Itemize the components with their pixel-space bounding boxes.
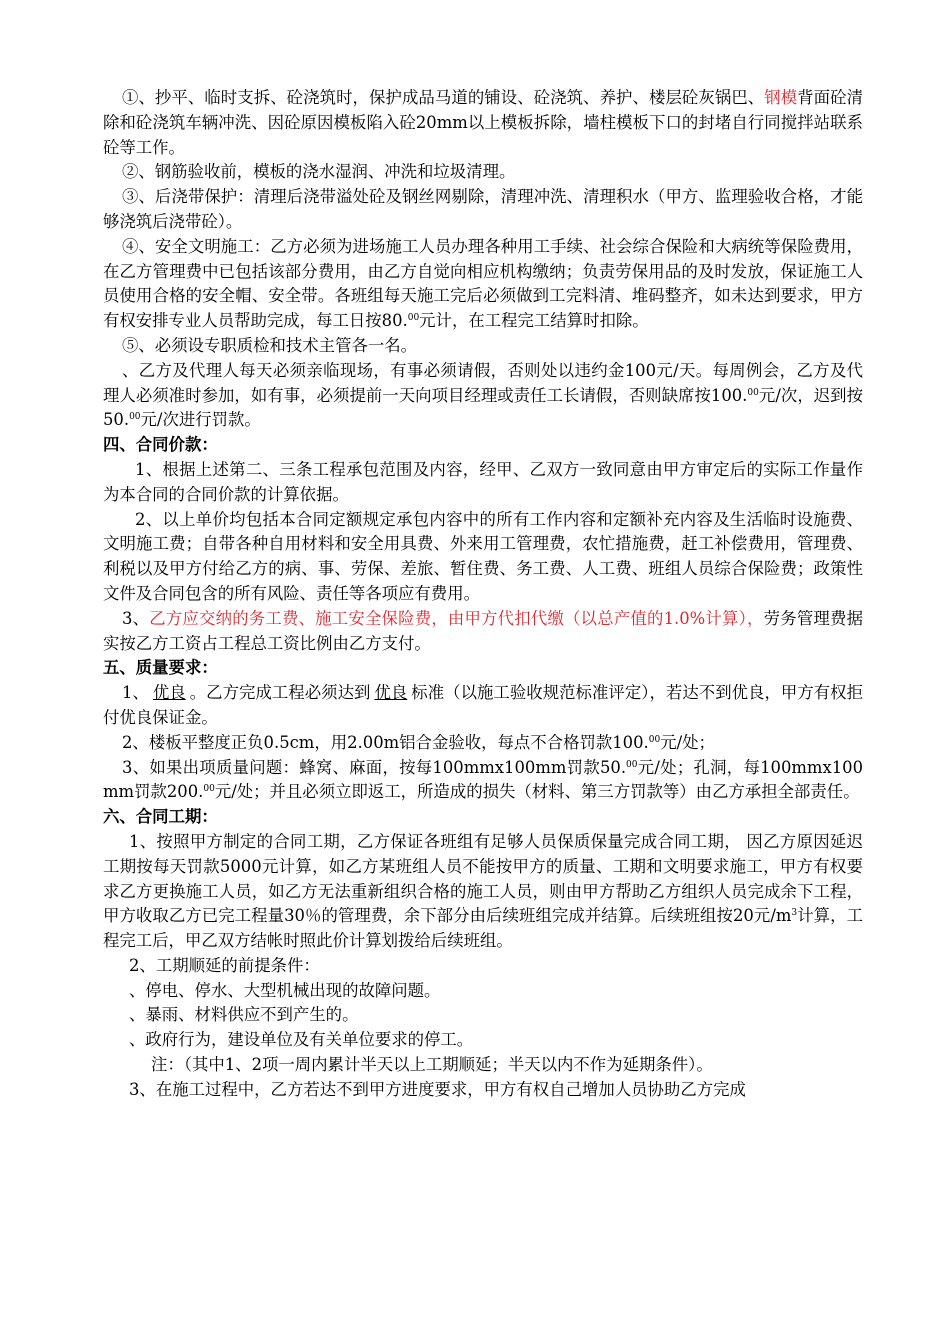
paragraph-quality-2: 2、楼板平整度正负0.5cm，用2.00m铝合金验收，每点不合格罚款100.00元/处； — [122, 732, 715, 752]
highlight-text: 乙方应交纳的务工费、施工安全保险费，由甲方代扣代缴（以总产值的1.0%计算）， — [149, 608, 764, 628]
paragraph-price-2: 2、以上单价均包括本合同定额规定承包内容中的所有工作内容和定额补充内容及生活临时设施费、文明施工费；自带各种自用材料和安全用具费、外来用工管理费，农忙措施费，赶工补偿费用，管理费、利税以及甲方付给乙方的病、事、劳保、差旅、暂住费、务工费、人工费、班组人员综合保险费；政策性文件及合同包含的所有风险、责任等各项应有费用。 — [103, 509, 863, 603]
paragraph-schedule-1: 1、按照甲方制定的合同工期，乙方保证各班组有足够人员保质保量完成合同工期， 因乙方原因延迟工期按每天罚款5000元计算，如乙方某班组人员不能按甲方的质量、工期和文明要求施工，甲方有权要求乙方更换施工人员，如乙方无法重新组织合格的施工人员，则由甲方帮助乙方组织人员完成余下工程，甲方收取乙方已完工程量30％的管理费，余下部分由后续班组完成并结算。后续班组按20元$/m^3$计算，工程完工后，甲乙双方结帐时照此价计算划拨给后续班组。 — [103, 831, 863, 951]
section-heading-quality: 五、质量要求： — [103, 658, 218, 678]
list-item: 、政府行为，建设单位及有关单位要求的停工。 — [129, 1030, 474, 1050]
paragraph-item-1: ①、抄平、临时支拆、砼浇筑时，保护成品马道的铺设、砼浇筑、养护、楼层砼灰锅巴、钢模背面砼清除和砼浇筑车辆冲洗、因砼原因模板陷入砼20mm以上模板拆除，墙柱模板下口的封堵自行同搅拌站联系砼等工作。 — [103, 88, 863, 157]
paragraph-item-5: ⑤、必须设专职质检和技术主管各一名。 — [122, 335, 418, 355]
paragraph-price-1: 1、根据上述第二、三条工程承包范围及内容，经甲、乙双方一致同意由甲方审定后的实际工作量作为本合同的合同价款的计算依据。 — [103, 459, 863, 504]
highlight-text: 钢模 — [764, 88, 798, 107]
list-item: 、停电、停水、大型机械出现的故障问题。 — [129, 980, 441, 1000]
paragraph-schedule-2: 2、工期顺延的前提条件： — [129, 955, 320, 975]
section-heading-schedule: 六、合同工期： — [103, 807, 218, 827]
contract-document — [103, 86, 863, 1103]
paragraph-attendance: 、乙方及代理人每天必须亲临现场，有事必须请假，否则处以违约金100元/天。每周例会，乙方及代理人必须准时参加，如有事，必须提前一天向项目经理或责任工长请假，否则缺席按100.00元/次，迟到按50.00元/次进行罚款。 — [103, 360, 863, 430]
underlined-grade: 优良 — [374, 683, 408, 703]
underlined-grade: 优良 — [152, 683, 186, 703]
paragraph-price-3: 3、乙方应交纳的务工费、施工安全保险费，由甲方代扣代缴（以总产值的1.0%计算），劳务管理费据实按乙方工资占工程总工资比例由乙方支付。 — [103, 608, 863, 653]
note-text: 注：（其中1、2项一周内累计半天以上工期顺延；半天以内不作为延期条件）。 — [151, 1055, 713, 1075]
paragraph-item-2: ②、钢筋验收前，模板的浇水湿润、冲洗和垃圾清理。 — [122, 162, 516, 182]
paragraph-item-3: ③、后浇带保护：清理后浇带溢处砼及钢丝网剔除，清理冲洗、清理积水（甲方、监理验收合格，才能够浇筑后浇带砼）。 — [103, 187, 863, 231]
paragraph-quality-1: 1、 优良 。乙方完成工程必须达到 优良 标准（以施工验收规范标准评定），若达不到优良，甲方有权拒付优良保证金。 — [103, 683, 863, 727]
paragraph-schedule-3: 3、在施工过程中，乙方若达不到甲方进度要求，甲方有权自己增加人员协助乙方完成 — [129, 1079, 746, 1099]
section-heading-price: 四、合同价款： — [103, 435, 218, 455]
paragraph-item-4: ④、安全文明施工：乙方必须为进场施工人员办理各种用工手续、社会综合保险和大病统等保险费用，在乙方管理费中已包括该部分费用，由乙方自觉向相应机构缴纳；负责劳保用品的及时发放，保证施工人员使用合格的安全帽、安全带。各班组每天施工完后必须做到工完料清、堆码整齐，如未达到要求，甲方有权安排专业人员帮助完成，每工日按80.00元计，在工程完工结算时扣除。 — [103, 236, 863, 331]
paragraph-quality-3: 3、如果出项质量问题：蜂窝、麻面，按每100mmx100mm罚款50.00元/处；孔洞，每100mmx100mm罚款200.00元/处；并且必须立即返工，所造成的损失（材料、第三方罚款等）由乙方承担全部责任。 — [103, 757, 864, 802]
list-item: 、暴雨、材料供应不到产生的。 — [129, 1005, 359, 1025]
